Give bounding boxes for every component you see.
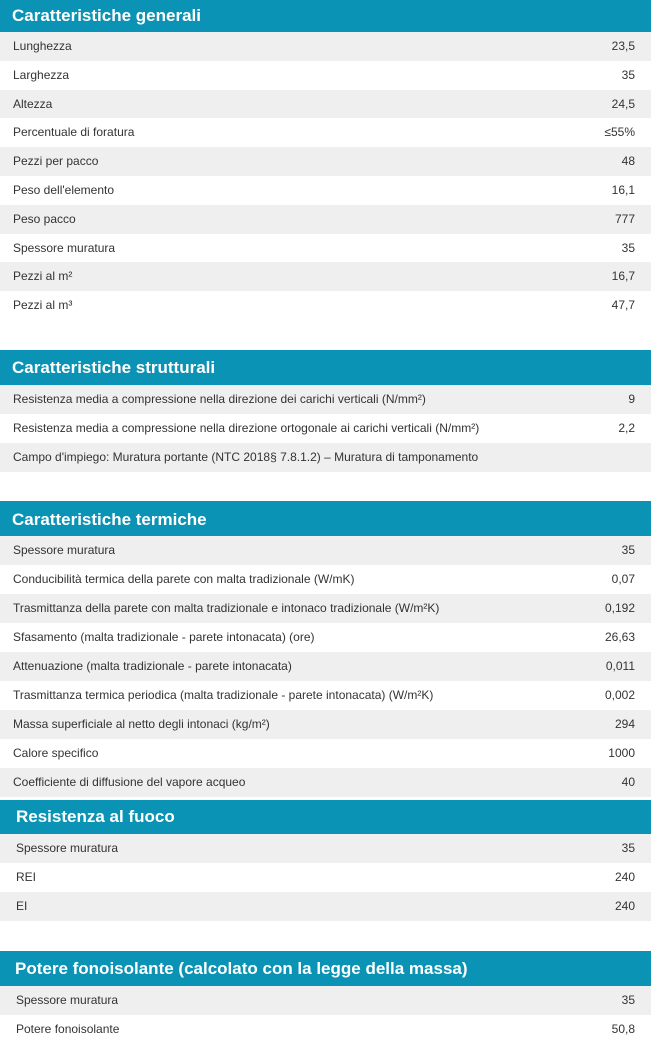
- table-row: [0, 834, 651, 863]
- row-value: 0,002: [604, 688, 635, 702]
- row-label: Larghezza: [13, 67, 70, 82]
- row-label: Trasmittanza della parete con malta tradizionale e intonaco tradizionale (W/m²K): [13, 601, 440, 615]
- table-row: [0, 234, 651, 263]
- row-value: 0,07: [611, 572, 635, 586]
- row-label: Attenuazione (malta tradizionale - parete intonacata): [13, 659, 292, 673]
- table-row: [0, 623, 651, 652]
- section-title: Caratteristiche generali: [0, 0, 651, 32]
- section-resistenza-al-fuoco: [0, 800, 651, 921]
- section-potere-fonoisolante: [0, 951, 651, 1044]
- row-label: Calore specifico: [13, 746, 99, 760]
- table-row: [0, 118, 651, 147]
- table-row: [0, 443, 651, 472]
- row-value: 16,1: [611, 182, 635, 197]
- table-row: [0, 385, 651, 414]
- row-label: Spessore muratura: [16, 841, 119, 855]
- row-value: 50,8: [611, 1022, 635, 1036]
- row-label: REI: [16, 870, 37, 884]
- row-value: 40: [621, 775, 635, 789]
- row-value: 294: [614, 717, 635, 731]
- table-row: [0, 710, 651, 739]
- section-title: Caratteristiche termiche: [0, 501, 651, 536]
- table-row: [0, 652, 651, 681]
- table-row: [0, 32, 651, 61]
- table-row: [0, 414, 651, 443]
- row-value: 240: [614, 870, 635, 884]
- row-label: Potere fonoisolante: [16, 1022, 120, 1036]
- row-value: 35: [621, 543, 635, 557]
- row-value: 26,63: [604, 630, 635, 644]
- section-title: Resistenza al fuoco: [0, 800, 651, 834]
- row-label: EI: [16, 899, 28, 913]
- row-value: 0,192: [604, 601, 635, 615]
- row-label: Altezza: [13, 96, 53, 111]
- table-row: [0, 176, 651, 205]
- row-label: Sfasamento (malta tradizionale - parete intonacata) (ore): [13, 630, 315, 644]
- row-label: Resistenza media a compressione nella direzione dei carichi verticali (N/mm²): [13, 392, 426, 406]
- table-row: [0, 986, 651, 1015]
- row-label: Trasmittanza termica periodica (malta tradizionale - parete intonacata) (W/m²K): [13, 688, 434, 702]
- row-value: 0,011: [605, 659, 635, 673]
- row-label: Peso pacco: [13, 211, 76, 226]
- row-value: 777: [614, 211, 635, 226]
- row-value: 1000: [608, 746, 635, 760]
- row-value: 35: [621, 240, 635, 255]
- table-row: [0, 90, 651, 119]
- row-value: 47,7: [611, 298, 635, 313]
- table-row: [0, 594, 651, 623]
- row-value: ≤55%: [604, 125, 635, 140]
- row-label: Campo d'impiego: Muratura portante (NTC 2018§ 7.8.1.2) – Muratura di tamponamento: [13, 450, 479, 464]
- table-row: [0, 739, 651, 768]
- row-value: 9: [628, 392, 635, 406]
- table-row: [0, 681, 651, 710]
- table-row: [0, 892, 651, 921]
- row-value: 240: [614, 899, 635, 913]
- row-label: Pezzi al m³: [13, 298, 73, 313]
- table-row: [0, 863, 651, 892]
- table-row: [0, 147, 651, 176]
- row-value: 35: [621, 67, 635, 82]
- table-row: [0, 262, 651, 291]
- row-value: 35: [621, 993, 635, 1007]
- table-row: [0, 536, 651, 565]
- table-row: [0, 565, 651, 594]
- row-label: Coefficiente di diffusione del vapore acqueo: [13, 775, 246, 789]
- section-caratteristiche-generali: [0, 0, 651, 320]
- row-label: Pezzi per pacco: [13, 154, 99, 169]
- table-row: [0, 768, 651, 797]
- row-label: Pezzi al m²: [13, 269, 73, 284]
- row-label: Percentuale di foratura: [13, 125, 135, 140]
- row-label: Spessore muratura: [13, 240, 116, 255]
- row-label: Spessore muratura: [13, 543, 116, 557]
- section-caratteristiche-strutturali: [0, 350, 651, 472]
- row-label: Spessore muratura: [16, 993, 119, 1007]
- row-value: 23,5: [611, 39, 635, 53]
- section-caratteristiche-termiche: [0, 501, 651, 797]
- row-label: Resistenza media a compressione nella direzione ortogonale ai carichi verticali (N/mm²): [13, 421, 480, 435]
- row-value: 48: [621, 154, 635, 169]
- row-label: Massa superficiale al netto degli intonaci (kg/m²): [13, 717, 270, 731]
- row-label: Lunghezza: [13, 39, 72, 53]
- table-row: [0, 1015, 651, 1044]
- row-value: 24,5: [611, 96, 635, 111]
- table-row: [0, 291, 651, 320]
- row-value: 2,2: [618, 421, 635, 435]
- table-row: [0, 61, 651, 90]
- row-value: 16,7: [611, 269, 635, 284]
- section-title: Caratteristiche strutturali: [0, 350, 651, 385]
- section-title: Potere fonoisolante (calcolato con la legge della massa): [0, 951, 651, 986]
- row-label: Peso dell'elemento: [13, 182, 115, 197]
- table-row: [0, 205, 651, 234]
- row-label: Conducibilità termica della parete con malta tradizionale (W/mK): [13, 572, 355, 586]
- row-value: 35: [621, 841, 635, 855]
